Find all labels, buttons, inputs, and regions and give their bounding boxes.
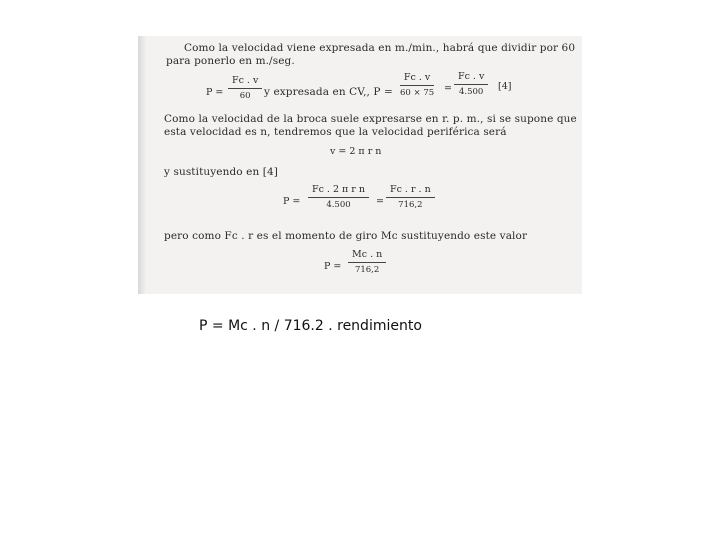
eq3-frac2-numerator: Fc . r . n: [386, 184, 435, 198]
eq3-fraction-1: [308, 184, 369, 211]
eq4-fraction: [348, 249, 386, 276]
eq1-mid-text: y expresada en CV,, P =: [264, 86, 393, 98]
formula-caption: P = Mc . n / 716.2 . rendimiento: [199, 318, 422, 334]
eq4-numerator: Mc . n: [348, 249, 386, 263]
eq1-frac1-denominator: 60: [239, 91, 251, 101]
eq1-frac2-numerator: Fc . v: [400, 72, 434, 86]
text-line-3: Como la velocidad de la broca suele expresarse en r. p. m., si se supone que: [164, 113, 577, 125]
eq3-frac2-denominator: 716,2: [398, 200, 423, 210]
eq1-frac3-numerator: Fc . v: [454, 71, 488, 85]
eq1-lhs: P =: [206, 87, 224, 98]
text-line-2: para ponerlo en m./seg.: [166, 55, 295, 67]
scanned-page: [138, 36, 582, 294]
eq1-fraction-3: [454, 71, 488, 98]
eq1-frac3-denominator: 4.500: [459, 87, 484, 97]
eq3-frac1-denominator: 4.500: [326, 200, 351, 210]
eq1-frac1-numerator: Fc . v: [228, 75, 262, 89]
eq1-reference: [4]: [498, 81, 512, 92]
eq4-lhs: P =: [324, 261, 342, 272]
eq1-fraction-1: [228, 75, 262, 102]
eq3-fraction-2: [386, 184, 435, 211]
eq3-equals: =: [376, 196, 384, 207]
eq4-denominator: 716,2: [354, 265, 380, 275]
text-line-4: esta velocidad es n, tendremos que la velocidad periférica será: [164, 126, 507, 138]
eq3-lhs: P =: [283, 196, 301, 207]
eq3-frac1-numerator: Fc . 2 π r n: [308, 184, 369, 198]
text-line-6: pero como Fc . r es el momento de giro Mc sustituyendo este valor: [164, 230, 528, 242]
equation-2: v = 2 π r n: [330, 146, 382, 157]
text-line-1: Como la velocidad viene expresada en m./min., habrá que dividir por 60: [184, 42, 576, 54]
eq1-frac2-denominator: 60 × 75: [400, 88, 435, 98]
text-line-5: y sustituyendo en [4]: [164, 166, 278, 178]
eq1-fraction-2: [396, 72, 438, 99]
eq1-equals: =: [444, 83, 452, 94]
